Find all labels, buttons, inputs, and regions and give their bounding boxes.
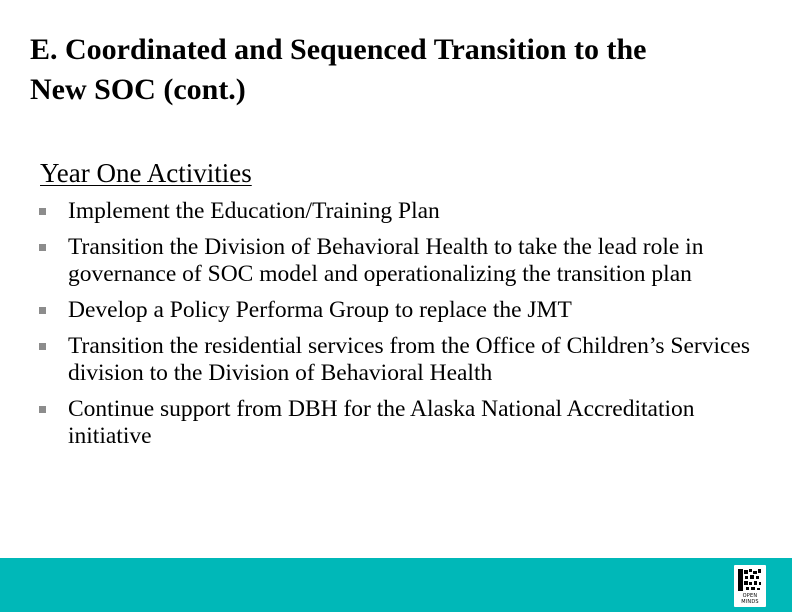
logo-wordmark [734,593,766,605]
bullet-item [38,234,758,288]
footer-band [0,558,792,612]
slide-title [30,30,770,110]
bullet-text: Implement the Education/Training Plan [68,198,440,224]
bullet-text: Transition the residential services from the Office of Children’s Services division to the Division of Behavioral Health [68,333,750,386]
bullet-text: Continue support from DBH for the Alaska National Accreditation initiative [68,396,695,449]
bullet-item [38,396,758,450]
open-minds-logo [734,565,766,607]
bullet-item [38,333,758,387]
square-bullet-icon [39,307,46,314]
bullet-item [38,297,758,324]
logo-text-line-2: MINDS [741,599,759,605]
open-minds-logo-icon [737,568,763,592]
square-bullet-icon [39,208,46,215]
bullet-list [38,198,758,459]
square-bullet-icon [39,343,46,350]
logo-text-line-1: OPEN [742,593,758,599]
square-bullet-icon [39,406,46,413]
slide-title-line-1: E. Coordinated and Sequenced Transition to the [30,33,647,66]
slide-title-line-2: New SOC (cont.) [30,73,246,106]
section-subheading: Year One Activities [40,158,252,188]
bullet-text: Develop a Policy Performa Group to replace the JMT [68,297,572,323]
bullet-item [38,198,758,225]
bullet-text: Transition the Division of Behavioral Health to take the lead role in governance of SOC model and operationalizing the transition plan [68,234,704,287]
square-bullet-icon [39,244,46,251]
